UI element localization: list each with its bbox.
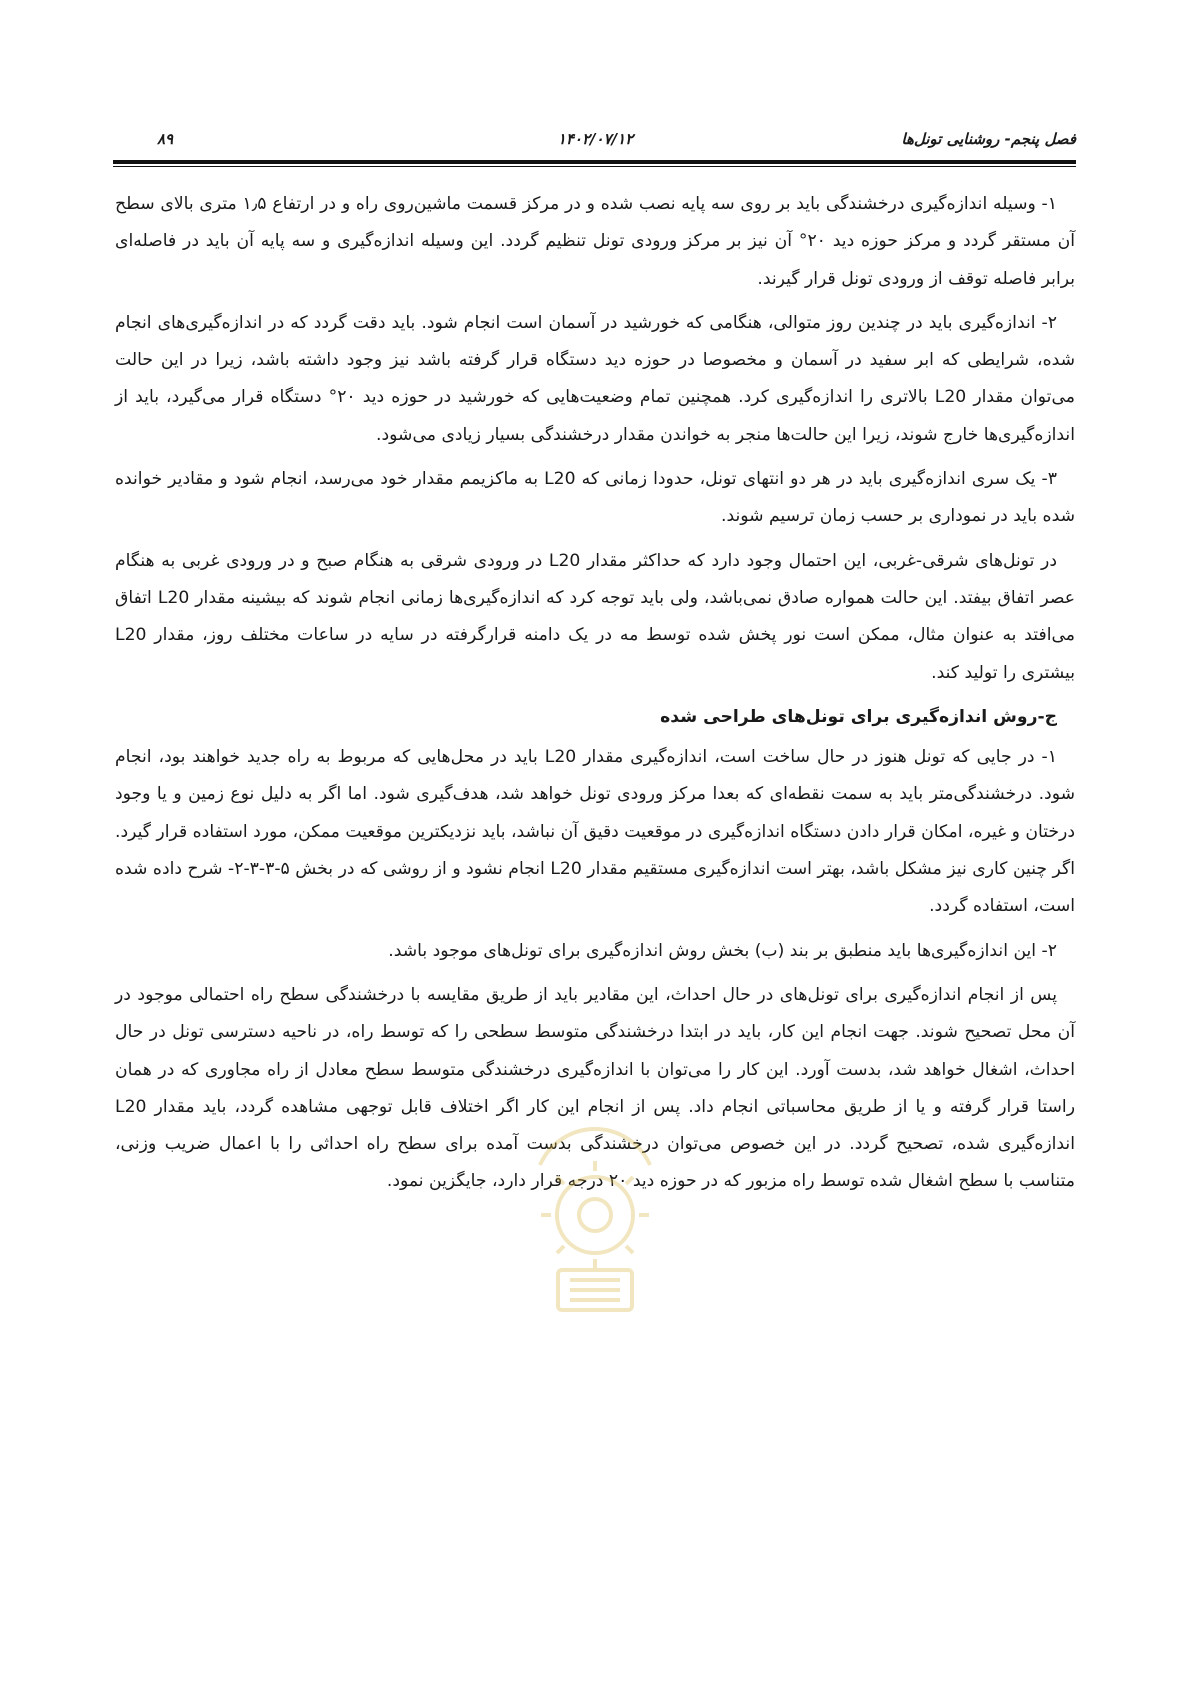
header-rule-thick [113, 160, 1076, 164]
paragraph-3: ۳- یک سری اندازه‌گیری باید در هر دو انتهای تونل، حدودا زمانی که L20 به ماکزیمم مقدار خود می‌رسد، انجام شود و مقادیر خوانده شده باید در نموداری بر حسب زمان ترسیم شوند. [115, 469, 1075, 527]
paragraph-6: ۲- این اندازه‌گیری‌ها باید منطبق بر بند (ب) بخش روش اندازه‌گیری برای تونل‌های موجود باشد. [388, 940, 1057, 961]
paragraph-1: ۱- وسیله اندازه‌گیری درخشندگی باید بر روی سه پایه نصب شده و در مرکز قسمت ماشین‌روی راه و در ارتفاع ۱٫۵ متری بالای سطح آن مستقر گردد و مرکز حوزه دید ۲۰° آن نیز بر مرکز ورودی تونل تنظیم گردد. این وسیله اندازه‌گیری و سه پایه آن باید در فاصله‌ای برابر فاصله توقف از ورودی تونل قرار گیرند. [115, 194, 1075, 289]
paragraph-4: در تونل‌های شرقی-غربی، این احتمال وجود دارد که حداکثر مقدار L20 در ورودی شرقی به هنگام صبح و در ورودی غربی به هنگام عصر اتفاق بیفتد. این حالت همواره صادق نمی‌باشد، ولی باید توجه کرد که اندازه‌گیری‌ها زمانی انجام شوند که بیشینه مقدار L20 اتفاق می‌افتد به عنوان مثال، ممکن است نور پخش شده توسط مه در یک دامنه قرارگرفته در سایه در ساعات مختلف روز، مقدار L20 بیشتری را تولید کند. [115, 550, 1075, 683]
page-header [115, 130, 1076, 156]
paragraph-2: ۲- اندازه‌گیری باید در چندین روز متوالی، هنگامی که خورشید در آسمان است انجام شود. باید دقت گردد که در اندازه‌گیری‌های انجام شده، شرایطی که ابر سفید در آسمان و مخصوصا در حوزه دید دستگاه قرار گرفته باشد نیز وجود داشته باشد، زیرا در این حالت می‌توان مقدار L20 بالاتری را اندازه‌گیری کرد. همچنین تمام وضعیت‌هایی که خورشید در حوزه دید ۲۰° دستگاه قرار می‌گیرد، باید از اندازه‌گیری‌ها خارج شوند، زیرا این حالت‌ها منجر به خواندن مقدار درخشندگی بسیار زیادی می‌شود. [115, 312, 1075, 445]
page-body [115, 186, 1075, 1208]
paragraph-7: پس از انجام اندازه‌گیری برای تونل‌های در حال احداث، این مقادیر باید از طریق مقایسه با درخشندگی سطح راه احتمالی موجود در آن محل تصحیح شوند. جهت انجام این کار، باید در ابتدا درخشندگی متوسط سطحی را که توسط راه، در ناحیه دسترسی تونل در حال احداث، اشغال خواهد شد، بدست آورد. این کار را می‌توان با اندازه‌گیری درخشندگی متوسط سطح معادل از راه مجاوری که در همان راستا قرار گرفته و یا از طریق محاسباتی انجام داد. پس از انجام این کار اگر اختلاف قابل توجهی مشاهده گردد، باید مقدار L20 اندازه‌گیری شده، تصحیح گردد. در این خصوص می‌توان درخشندگی بدست آمده برای سطح راه احداثی را با اعمال ضریب وزنی، متناسب با سطح اشغال شده توسط راه مزبور که در حوزه دید ۲۰ درجه قرار دارد، جایگزین نمود. [115, 984, 1075, 1192]
chapter-title: فصل پنجم- روشنایی تونل‌ها [901, 130, 1076, 148]
header-date: ۱۴۰۲/۰۷/۱۲ [557, 130, 634, 148]
header-rule-thin [113, 166, 1076, 167]
page-number: ۸۹ [157, 130, 174, 148]
paragraph-5: ۱- در جایی که تونل هنوز در حال ساخت است، اندازه‌گیری مقدار L20 باید در محل‌هایی که مربوط به راه جدید خواهند بود، انجام شود. درخشندگی‌متر باید به سمت نقطه‌ای که بعدا مرکز ورودی تونل خواهد شد، هدف‌گیری شود. اما اگر به دلیل نوع زمین و یا وجود درختان و غیره، امکان قرار دادن دستگاه اندازه‌گیری در موقعیت دقیق آن نباشد، باید نزدیکترین موقعیت ممکن، مورد استفاده قرار گیرد. اگر چنین کاری نیز مشکل باشد، بهتر است اندازه‌گیری مستقیم مقدار L20 انجام نشود و از روشی که در بخش ۵-۳-۳-۲- شرح داده شده است، استفاده گردد. [115, 747, 1075, 917]
section-heading: ج-روش اندازه‌گیری برای تونل‌های طراحی شده [660, 706, 1057, 727]
